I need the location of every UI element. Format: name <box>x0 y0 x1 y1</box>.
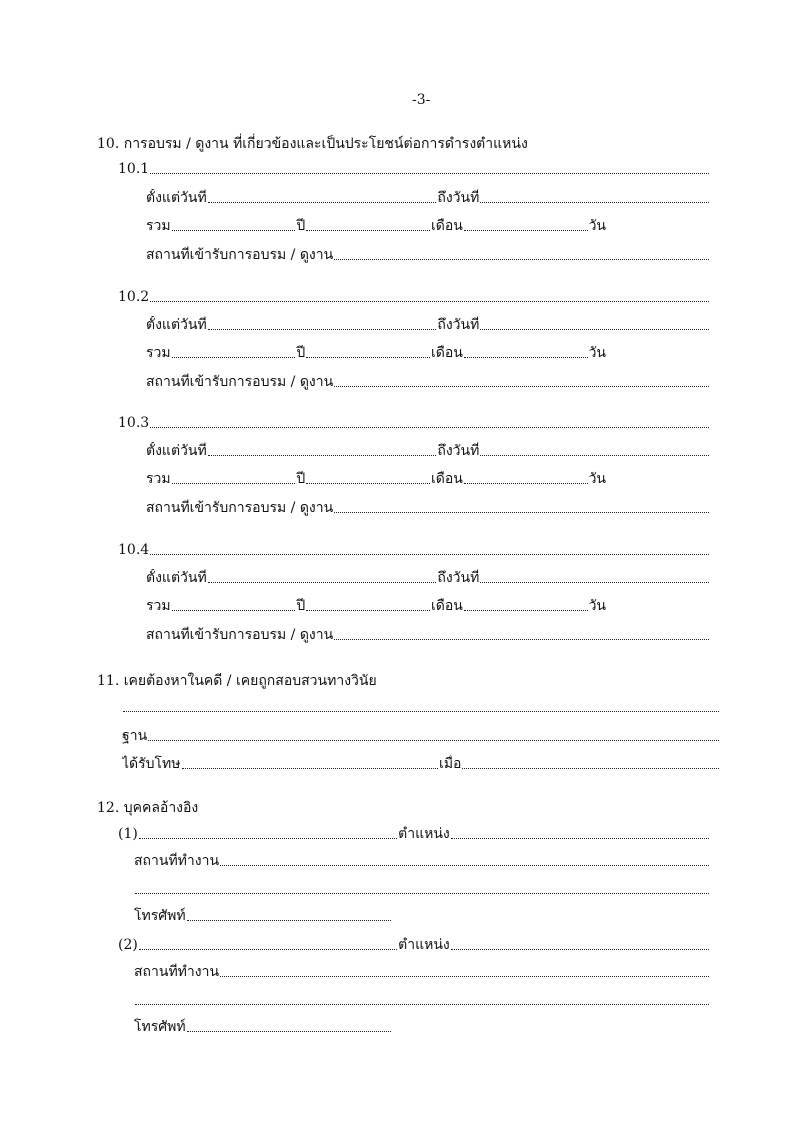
workplace-continued-field[interactable] <box>135 1003 709 1005</box>
section-11-heading: 11. เคยต้องหาในคดี / เคยถูกสอบสวนทางวินัย <box>97 673 377 689</box>
workplace-row <box>134 963 710 981</box>
training-item-number: 10.3 <box>118 415 150 431</box>
reference-name-field[interactable] <box>139 837 397 839</box>
year-label: ปี <box>296 218 306 234</box>
workplace-row <box>134 852 710 870</box>
when-field[interactable] <box>462 767 719 769</box>
day-label: วัน <box>588 218 606 234</box>
training-dates-row <box>146 316 710 334</box>
years-field[interactable] <box>172 229 296 231</box>
place-label: สถานที่เข้ารับการอบรม / ดูงาน <box>146 374 334 390</box>
training-place-row <box>146 626 710 644</box>
months-field[interactable] <box>306 482 430 484</box>
year-label: ปี <box>296 345 306 361</box>
total-label: รวม <box>146 598 171 614</box>
reference-name-field[interactable] <box>139 948 397 950</box>
reference-number: (2) <box>118 937 138 953</box>
to-date-label: ถึงวันที่ <box>437 190 480 206</box>
years-field[interactable] <box>172 609 296 611</box>
phone-label: โทรศัพท์ <box>134 1019 186 1035</box>
training-title-field[interactable] <box>150 426 709 428</box>
training-duration-row <box>146 217 606 235</box>
from-date-label: ตั้งแต่วันที่ <box>146 190 207 206</box>
training-dates-row <box>146 442 710 460</box>
section-12-heading: 12. บุคคลอ้างอิง <box>97 800 199 816</box>
phone-field[interactable] <box>187 1030 391 1032</box>
to-date-label: ถึงวันที่ <box>437 570 480 586</box>
penalty-field[interactable] <box>182 767 439 769</box>
months-field[interactable] <box>306 609 430 611</box>
from-date-label: ตั้งแต่วันที่ <box>146 317 207 333</box>
to-date-field[interactable] <box>480 581 709 583</box>
year-label: ปี <box>296 471 306 487</box>
training-title-field[interactable] <box>150 553 709 555</box>
from-date-field[interactable] <box>208 454 437 456</box>
place-label: สถานที่เข้ารับการอบรม / ดูงาน <box>146 247 334 263</box>
phone-label: โทรศัพท์ <box>134 908 186 924</box>
training-place-row <box>146 499 710 517</box>
place-field[interactable] <box>334 511 709 513</box>
training-item-number: 10.1 <box>118 161 150 177</box>
days-field[interactable] <box>464 229 588 231</box>
from-date-field[interactable] <box>208 328 437 330</box>
position-field[interactable] <box>451 837 709 839</box>
position-label: ตำแหน่ง <box>398 826 450 842</box>
position-field[interactable] <box>451 948 709 950</box>
training-title-field[interactable] <box>150 300 709 302</box>
section-10-heading: 10. การอบรม / ดูงาน ที่เกี่ยวข้องและเป็นประโยชน์ต่อการดำรงตำแหน่ง <box>97 136 528 152</box>
workplace-continued-row <box>134 991 710 1009</box>
training-duration-row <box>146 597 606 615</box>
place-label: สถานที่เข้ารับการอบรม / ดูงาน <box>146 500 334 516</box>
case-details-row <box>122 698 720 716</box>
year-label: ปี <box>296 598 306 614</box>
from-date-field[interactable] <box>208 581 437 583</box>
reference-1-row <box>118 825 710 843</box>
years-field[interactable] <box>172 482 296 484</box>
training-title-field[interactable] <box>150 172 709 174</box>
phone-row <box>134 907 392 925</box>
months-field[interactable] <box>306 229 430 231</box>
penalty-label: ได้รับโทษ <box>122 756 181 772</box>
training-item-number: 10.2 <box>118 289 150 305</box>
from-date-label: ตั้งแต่วันที่ <box>146 443 207 459</box>
training-item-3 <box>118 414 710 432</box>
position-label: ตำแหน่ง <box>398 937 450 953</box>
training-place-row <box>146 373 710 391</box>
days-field[interactable] <box>464 356 588 358</box>
reference-2-row <box>118 936 710 954</box>
to-date-label: ถึงวันที่ <box>437 317 480 333</box>
month-label: เดือน <box>430 471 463 487</box>
to-date-field[interactable] <box>480 454 709 456</box>
workplace-label: สถานที่ทำงาน <box>134 853 220 869</box>
to-date-field[interactable] <box>480 328 709 330</box>
day-label: วัน <box>588 345 606 361</box>
phone-field[interactable] <box>187 919 391 921</box>
days-field[interactable] <box>464 482 588 484</box>
charge-row <box>122 727 720 745</box>
workplace-label: สถานที่ทำงาน <box>134 964 220 980</box>
total-label: รวม <box>146 345 171 361</box>
phone-row <box>134 1018 392 1036</box>
day-label: วัน <box>588 598 606 614</box>
reference-number: (1) <box>118 826 138 842</box>
workplace-field[interactable] <box>220 864 709 866</box>
case-details-field[interactable] <box>123 710 719 712</box>
place-field[interactable] <box>334 258 709 260</box>
months-field[interactable] <box>306 356 430 358</box>
training-place-row <box>146 246 710 264</box>
to-date-label: ถึงวันที่ <box>437 443 480 459</box>
workplace-field[interactable] <box>220 975 709 977</box>
workplace-continued-field[interactable] <box>135 892 709 894</box>
from-date-field[interactable] <box>208 201 437 203</box>
month-label: เดือน <box>430 218 463 234</box>
page-number: -3- <box>412 92 431 108</box>
penalty-row <box>122 755 720 773</box>
month-label: เดือน <box>430 598 463 614</box>
place-field[interactable] <box>334 385 709 387</box>
from-date-label: ตั้งแต่วันที่ <box>146 570 207 586</box>
training-duration-row <box>146 470 606 488</box>
total-label: รวม <box>146 471 171 487</box>
training-duration-row <box>146 344 606 362</box>
when-label: เมื่อ <box>439 756 462 772</box>
training-item-1 <box>118 160 710 178</box>
total-label: รวม <box>146 218 171 234</box>
to-date-field[interactable] <box>480 201 709 203</box>
training-item-4 <box>118 541 710 559</box>
workplace-continued-row <box>134 880 710 898</box>
day-label: วัน <box>588 471 606 487</box>
years-field[interactable] <box>172 356 296 358</box>
charge-field[interactable] <box>148 739 719 741</box>
training-dates-row <box>146 189 710 207</box>
charge-label: ฐาน <box>122 728 148 744</box>
place-field[interactable] <box>334 638 709 640</box>
training-dates-row <box>146 569 710 587</box>
days-field[interactable] <box>464 609 588 611</box>
place-label: สถานที่เข้ารับการอบรม / ดูงาน <box>146 627 334 643</box>
training-item-2 <box>118 288 710 306</box>
training-item-number: 10.4 <box>118 542 150 558</box>
month-label: เดือน <box>430 345 463 361</box>
